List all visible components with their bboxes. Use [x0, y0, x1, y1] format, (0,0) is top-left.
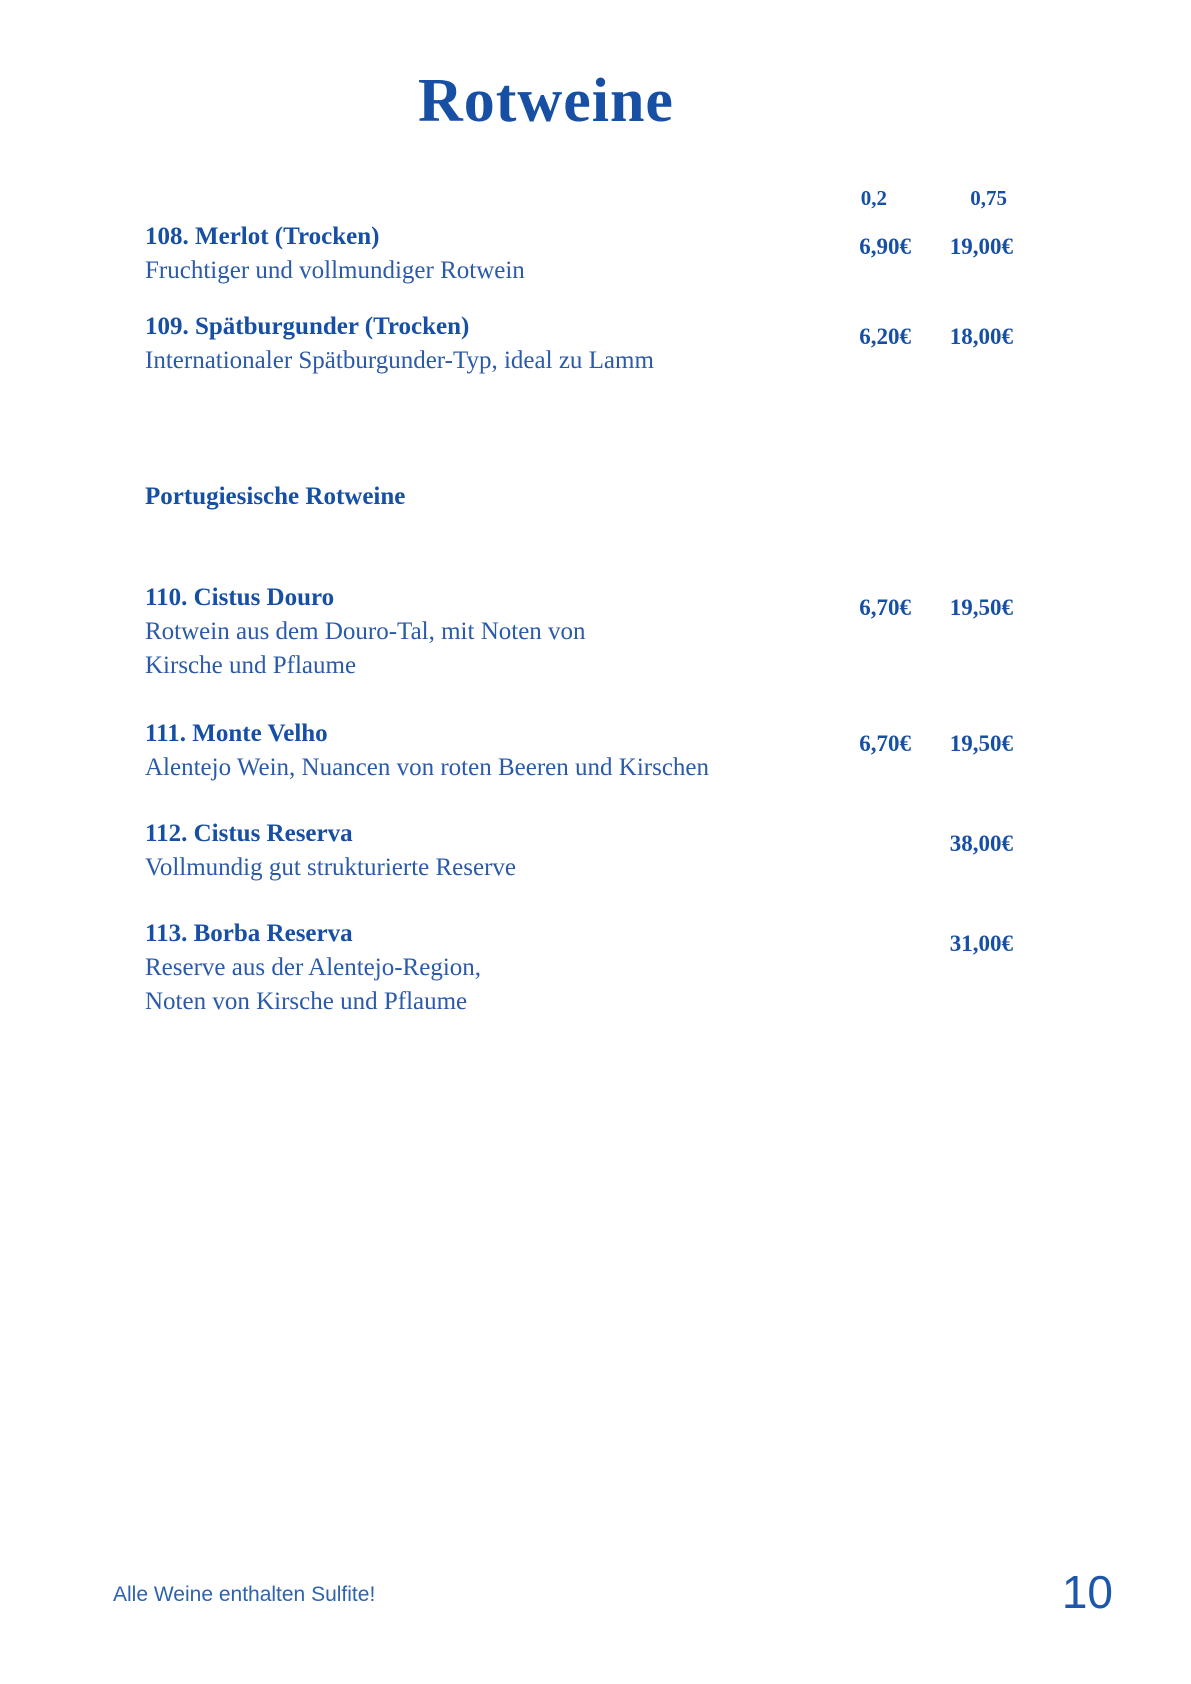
- menu-item-description: [145, 851, 815, 885]
- description-line: Rotwein aus dem Douro-Tal, mit Noten von: [145, 618, 586, 645]
- menu-item: [145, 581, 1013, 683]
- description-line: Kirsche und Pflaume: [145, 652, 357, 679]
- price-column-header-large: 0,75: [970, 186, 1007, 210]
- description-line: Internationaler Spätburgunder-Typ, ideal zu Lamm: [145, 347, 654, 374]
- menu-item-name: 111. Monte Velho: [145, 720, 328, 747]
- menu-item-description: [145, 751, 815, 785]
- price-small: 6,90€: [859, 234, 911, 259]
- menu-item: [145, 310, 1013, 378]
- price-large: 19,00€: [949, 234, 1013, 259]
- menu-item-name: 113. Borba Reserva: [145, 920, 353, 947]
- price-large: 19,50€: [949, 731, 1013, 756]
- menu-item-name: 108. Merlot (Trocken): [145, 223, 380, 250]
- menu-item: [145, 917, 1013, 1019]
- price-small: 6,20€: [859, 324, 911, 349]
- menu-item: [145, 817, 1013, 885]
- menu-item-name: 109. Spätburgunder (Trocken): [145, 313, 470, 340]
- menu-item-prices: [815, 817, 1013, 885]
- price-large: 19,50€: [949, 595, 1013, 620]
- menu-item: [145, 220, 1013, 288]
- price-small: 6,70€: [859, 731, 911, 756]
- menu-item-text: [145, 817, 815, 885]
- page-number: 10: [1061, 1566, 1113, 1618]
- menu-item-prices: [815, 581, 1013, 683]
- price-large: 31,00€: [949, 931, 1013, 956]
- price-large: 38,00€: [949, 831, 1013, 856]
- menu-item-text: [145, 717, 815, 785]
- price-small: [815, 829, 911, 885]
- price-small: [815, 929, 911, 1019]
- sulfites-note: Alle Weine enthalten Sulfite!: [113, 1583, 376, 1606]
- menu-item-text: [145, 220, 815, 288]
- menu-item-prices: [815, 717, 1013, 785]
- menu-item-prices: [815, 220, 1013, 288]
- menu-item: [145, 717, 1013, 785]
- price-large: 18,00€: [949, 324, 1013, 349]
- description-line: Vollmundig gut strukturierte Reserve: [145, 854, 517, 881]
- description-line: Noten von Kirsche und Pflaume: [145, 988, 468, 1015]
- section-heading: Portugiesische Rotweine: [145, 483, 406, 510]
- description-line: Reserve aus der Alentejo-Region,: [145, 954, 482, 981]
- price-column-header-small: 0,2: [860, 186, 887, 210]
- menu-item-text: [145, 917, 815, 1019]
- description-line: Fruchtiger und vollmundiger Rotwein: [145, 257, 525, 284]
- menu-item-description: [145, 344, 815, 378]
- price-small: 6,70€: [859, 595, 911, 620]
- menu-item-description: [145, 951, 815, 1019]
- menu-item-text: [145, 310, 815, 378]
- menu-item-text: [145, 581, 815, 683]
- menu-item-name: 110. Cistus Douro: [145, 584, 335, 611]
- menu-item-prices: [815, 917, 1013, 1019]
- menu-item-name: 112. Cistus Reserva: [145, 820, 353, 847]
- price-column-headers: [145, 184, 1013, 212]
- page-title: Rotweine: [418, 67, 674, 135]
- menu-item-prices: [815, 310, 1013, 378]
- description-line: Alentejo Wein, Nuancen von roten Beeren und Kirschen: [145, 754, 710, 781]
- menu-item-description: [145, 254, 815, 288]
- menu-item-description: [145, 615, 815, 683]
